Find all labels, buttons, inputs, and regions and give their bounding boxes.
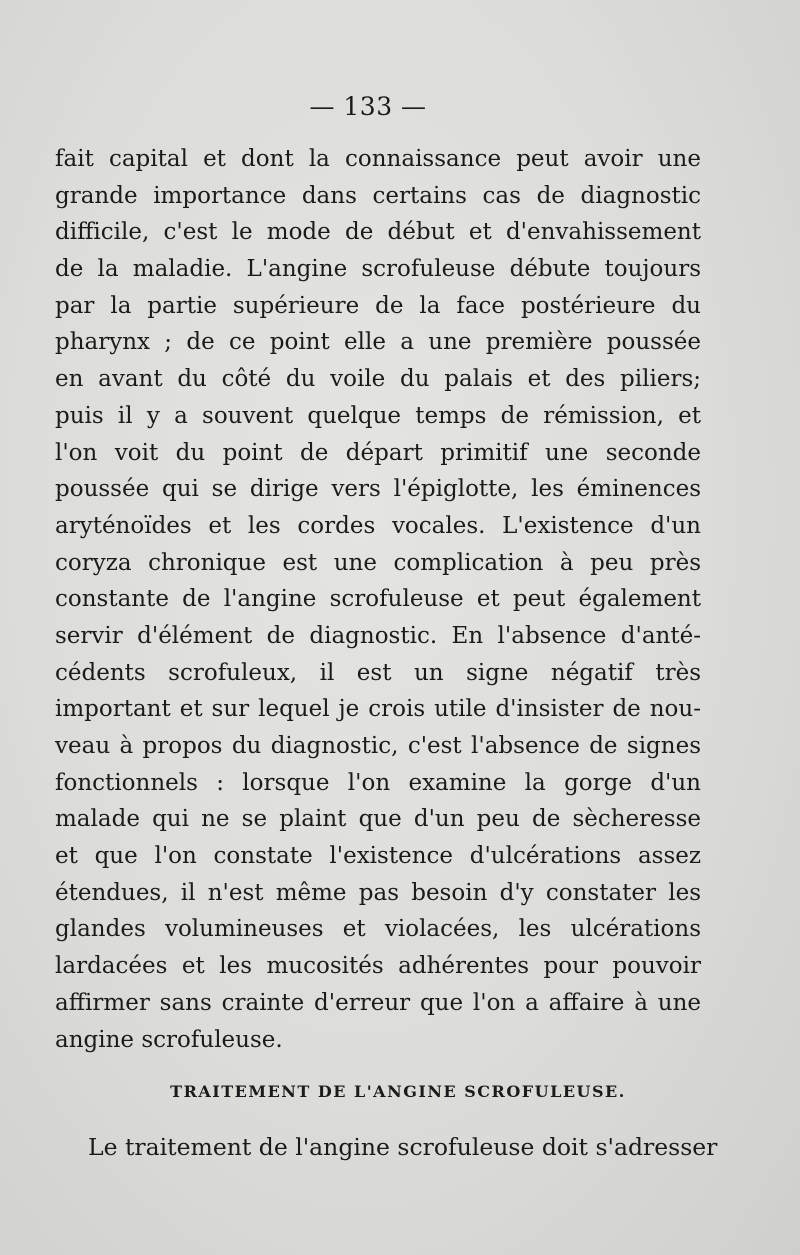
section-heading: TRAITEMENT DE L'ANGINE SCROFULEUSE. bbox=[170, 1082, 626, 1101]
text-line: servir d'élément de diagnostic. En l'absence d'anté- bbox=[55, 622, 701, 649]
text-line: aryténoïdes et les cordes vocales. L'existence d'un bbox=[55, 512, 701, 539]
text-line: poussée qui se dirige vers l'épiglotte, les éminences bbox=[55, 476, 701, 503]
text-line: par la partie supérieure de la face postérieure du bbox=[55, 292, 701, 319]
text-line: cédents scrofuleux, il est un signe négatif très bbox=[55, 659, 701, 686]
text-line: difficile, c'est le mode de début et d'envahissement bbox=[55, 219, 701, 246]
text-line: coryza chronique est une complication à peu près bbox=[55, 549, 701, 576]
page-number: — 133 — bbox=[309, 92, 427, 121]
text-line: pharynx ; de ce point elle a une première poussée bbox=[55, 329, 701, 356]
text-line: grande importance dans certains cas de diagnostic bbox=[55, 182, 701, 209]
text-line: et que l'on constate l'existence d'ulcérations assez bbox=[55, 843, 701, 870]
text-line: en avant du côté du voile du palais et des piliers; bbox=[55, 366, 701, 393]
text-line: lardacées et les mucosités adhérentes pour pouvoir bbox=[55, 953, 701, 980]
text-line: malade qui ne se plaint que d'un peu de sècheresse bbox=[55, 806, 701, 833]
text-line: affirmer sans crainte d'erreur que l'on a affaire à une bbox=[55, 989, 701, 1016]
text-line: constante de l'angine scrofuleuse et peut également bbox=[55, 586, 701, 613]
text-line: fonctionnels : lorsque l'on examine la gorge d'un bbox=[55, 769, 701, 796]
body-paragraph bbox=[55, 141, 701, 1058]
text-line: angine scrofuleuse. bbox=[55, 1026, 283, 1053]
text-line: l'on voit du point de départ primitif une seconde bbox=[55, 439, 701, 466]
text-line: étendues, il n'est même pas besoin d'y constater les bbox=[55, 879, 701, 906]
continuation-line: Le traitement de l'angine scrofuleuse doit s'adresser bbox=[88, 1133, 718, 1161]
text-line: important et sur lequel je crois utile d'insister de nou- bbox=[55, 696, 701, 723]
text-line: puis il y a souvent quelque temps de rémission, et bbox=[55, 402, 701, 429]
text-line: veau à propos du diagnostic, c'est l'absence de signes bbox=[55, 733, 701, 759]
text-line: glandes volumineuses et violacées, les ulcérations bbox=[55, 916, 701, 943]
text-line: fait capital et dont la connaissance peut avoir une bbox=[55, 146, 701, 172]
text-line: de la maladie. L'angine scrofuleuse débute toujours bbox=[55, 256, 701, 283]
